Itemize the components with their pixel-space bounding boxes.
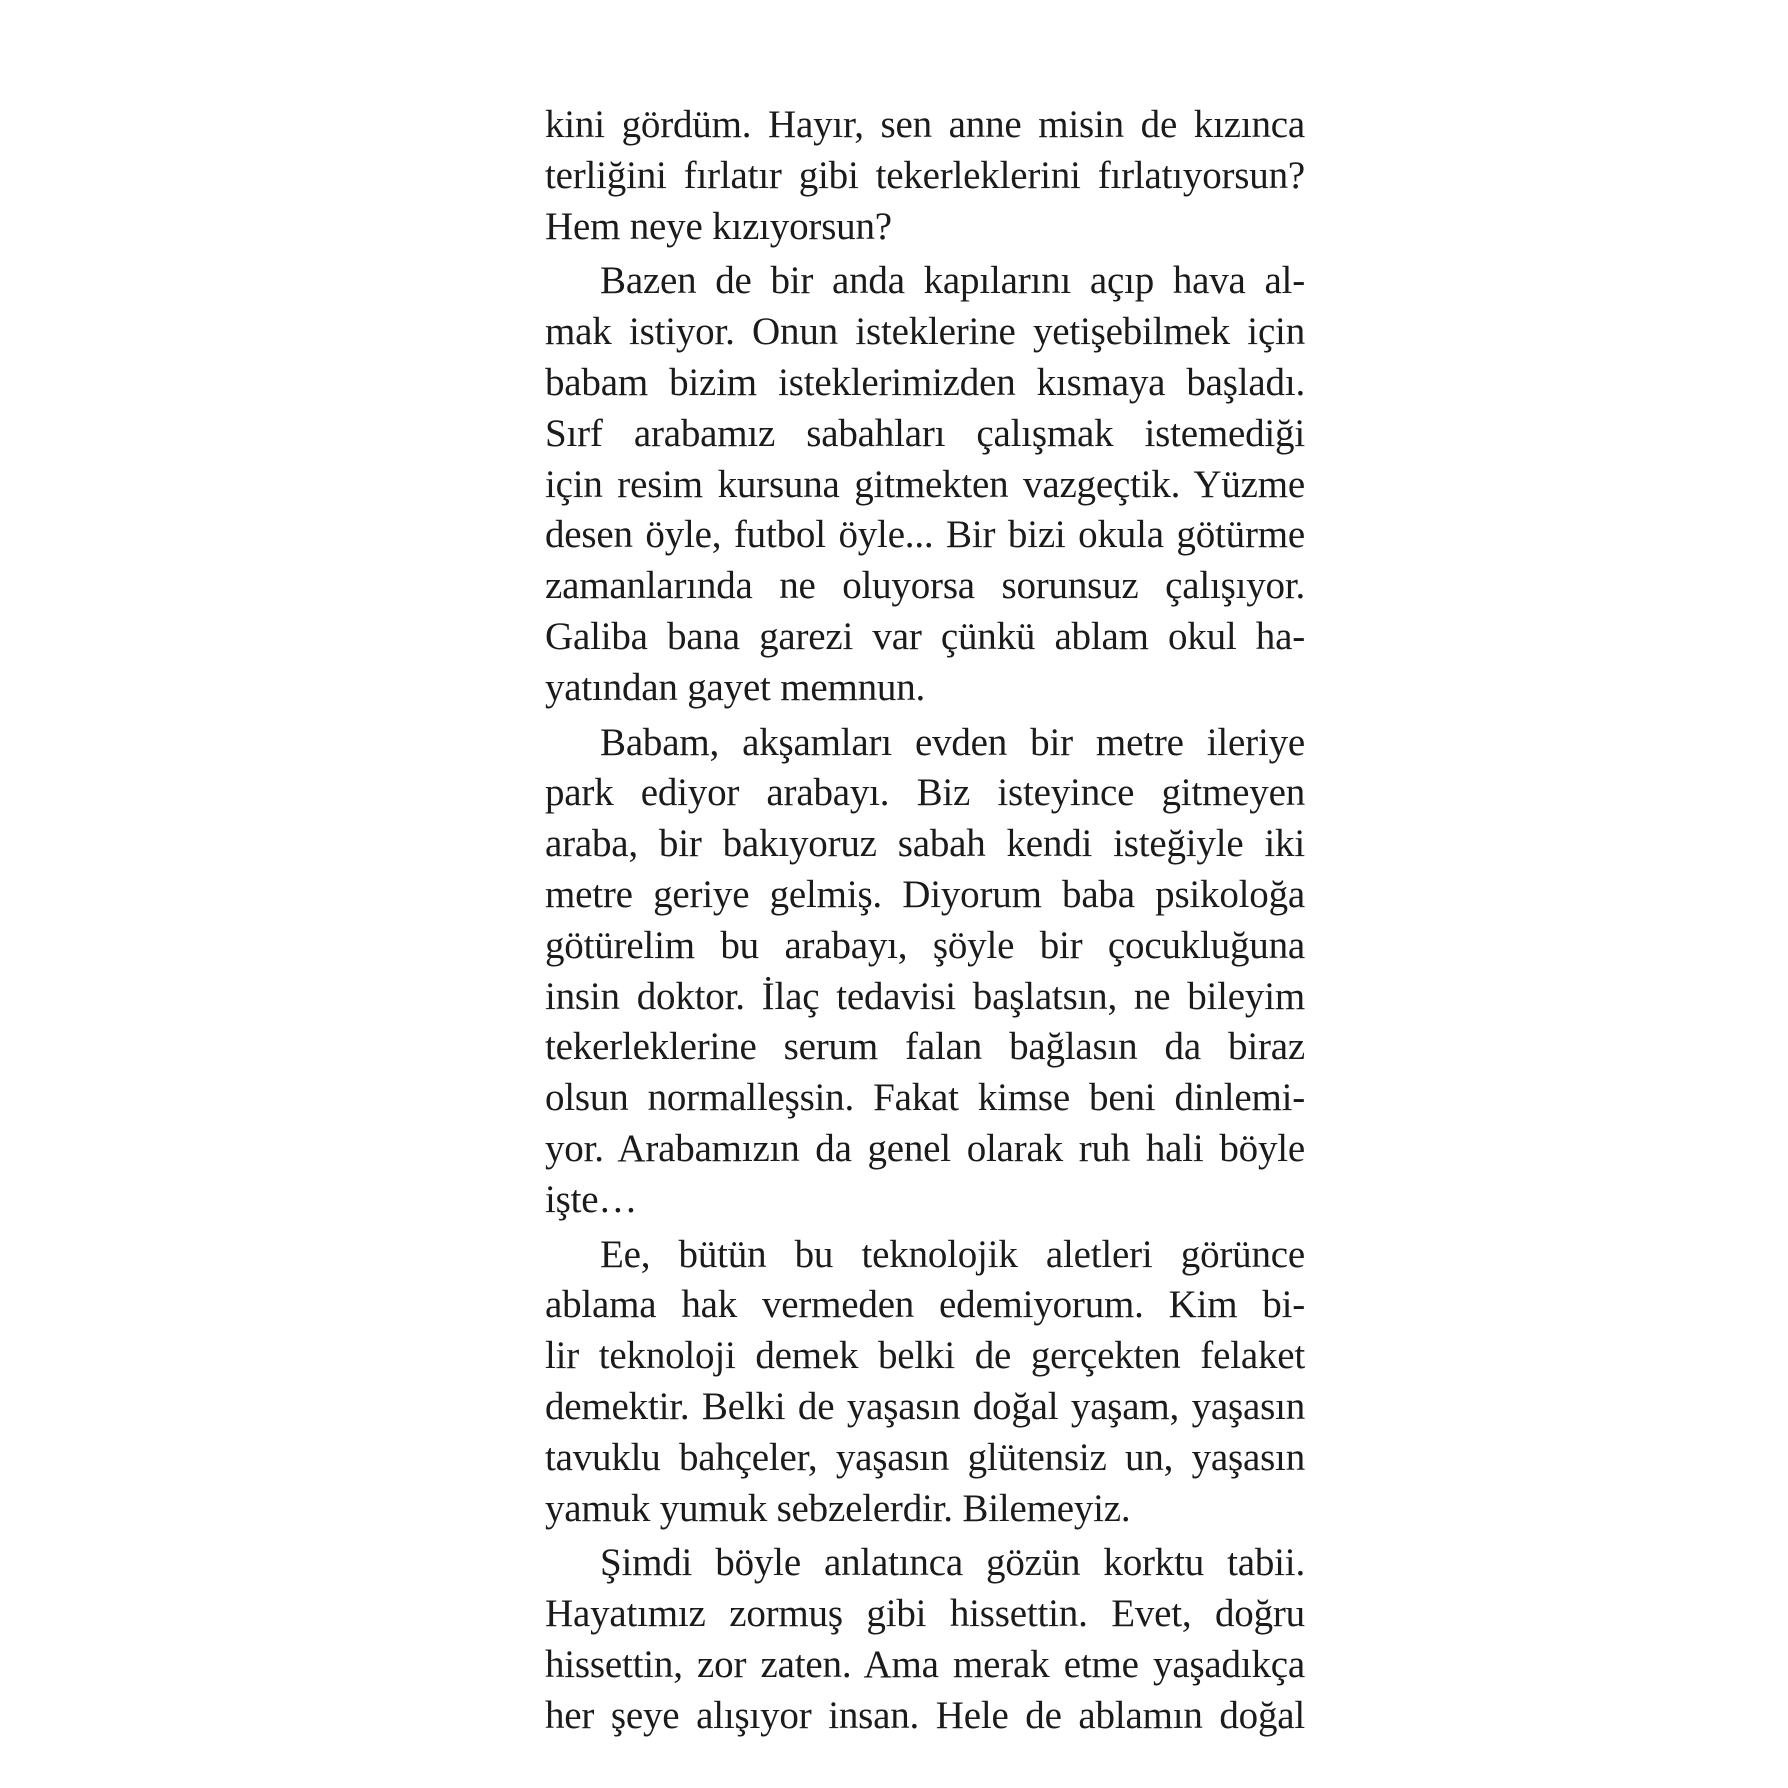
text-line: babam bizim isteklerimizden kısmaya başladı. (545, 360, 1305, 404)
text-line: Sırf arabamız sabahları çalışmak istemediği (545, 411, 1305, 455)
text-line: park ediyor arabayı. Biz isteyince gitmeyen (545, 771, 1305, 815)
paragraph (545, 718, 1305, 1226)
text-line: Bazen de bir anda kapılarını açıp hava al- (600, 259, 1305, 303)
text-line: mak istiyor. Onun isteklerine yetişebilmek için (545, 310, 1305, 354)
text-line: Babam, akşamları evden bir metre ileriye (600, 720, 1305, 764)
text-line: işte… (545, 1177, 638, 1221)
page-text-column (545, 100, 1305, 1742)
text-line: lir teknoloji demek belki de gerçekten felaket (545, 1334, 1305, 1378)
text-line: demektir. Belki de yaşasın doğal yaşam, yaşasın (545, 1384, 1305, 1428)
text-line: Şimdi böyle anlatınca gözün korktu tabii. (600, 1541, 1305, 1585)
text-line: Ee, bütün bu teknolojik aletleri görünce (600, 1232, 1305, 1276)
text-line: yatından gayet memnun. (545, 665, 926, 709)
paragraph (545, 100, 1305, 252)
text-line: tekerleklerine serum falan bağlasın da biraz (545, 1025, 1305, 1069)
text-line: yamuk yumuk sebzelerdir. Bilemeyiz. (545, 1486, 1131, 1530)
text-line: ablama hak vermeden edemiyorum. Kim bi- (545, 1283, 1305, 1327)
text-line: Hayatımız zormuş gibi hissettin. Evet, doğru (545, 1592, 1305, 1636)
text-line: insin doktor. İlaç tedavisi başlatsın, ne bileyim (545, 974, 1305, 1018)
text-line: araba, bir bakıyoruz sabah kendi isteğiyle iki (545, 822, 1305, 866)
text-line: zamanlarında ne oluyorsa sorunsuz çalışıyor. (545, 564, 1305, 608)
text-line: metre geriye gelmiş. Diyorum baba psikoloğa (545, 872, 1305, 916)
text-line: yor. Arabamızın da genel olarak ruh hali böyle (545, 1126, 1305, 1170)
paragraph (545, 1230, 1305, 1535)
text-line: olsun normalleşsin. Fakat kimse beni dinlemi- (545, 1076, 1305, 1120)
text-line: hissettin, zor zaten. Ama merak etme yaşadıkça (545, 1642, 1305, 1686)
text-line: terliğini fırlatır gibi tekerleklerini fırlatıyorsun? (545, 153, 1305, 197)
text-line: için resim kursuna gitmekten vazgeçtik. Yüzme (545, 462, 1305, 506)
text-line: götürelim bu arabayı, şöyle bir çocukluğuna (545, 923, 1305, 967)
text-line: tavuklu bahçeler, yaşasın glütensiz un, yaşasın (545, 1435, 1305, 1479)
text-line: kini gördüm. Hayır, sen anne misin de kızınca (545, 103, 1305, 146)
text-line: her şeye alışıyor insan. Hele de ablamın doğal (545, 1693, 1305, 1737)
paragraph (545, 1538, 1305, 1741)
text-line: desen öyle, futbol öyle... Bir bizi okula götürme (545, 513, 1305, 557)
text-line: Hem neye kızıyorsun? (545, 204, 892, 248)
text-line: Galiba bana garezi var çünkü ablam okul ha- (545, 614, 1305, 658)
paragraph (545, 256, 1305, 713)
